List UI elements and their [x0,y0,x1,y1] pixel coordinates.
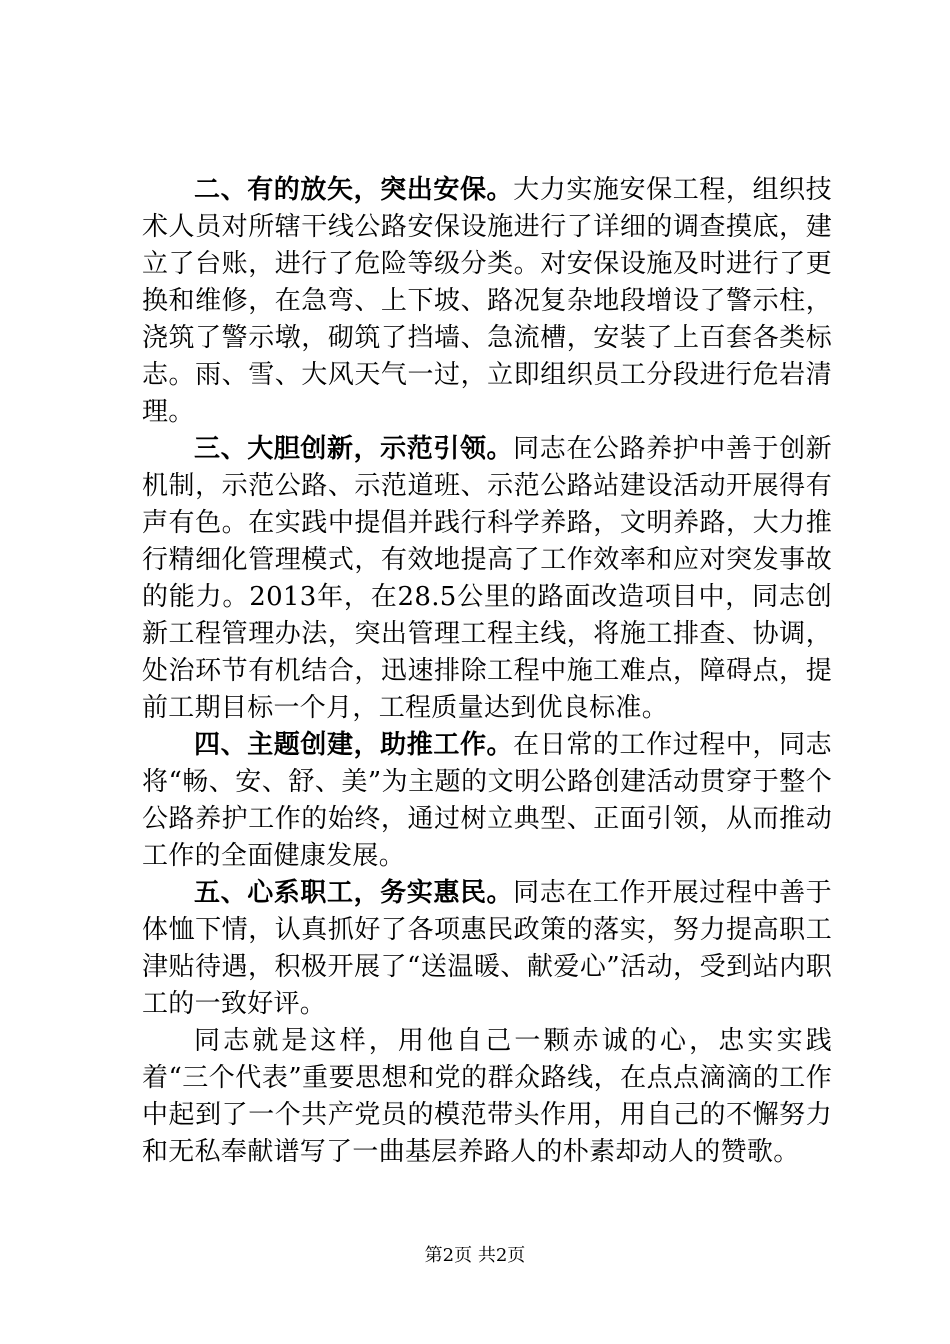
paragraph-text: 大力实施安保工程，组织技术人员对所辖干线公路安保设施进行了详细的调查摸底，建立了台账，进行了危险等级分类。对安保设施及时进行了更换和维修，在急弯、上下坡、路况复杂地段增设了警示柱，浇筑了警示墩，砌筑了挡墙、急流槽，安装了上百套各类标志。雨、雪、大风天气一过，立即组织员工分段进行危岩清理。 [142,175,832,427]
paragraph-conclusion [142,1023,832,1171]
paragraph-heading: 五、心系职工，务实惠民。 [194,878,514,908]
paragraph-text: 同志在公路养护中善于创新机制，示范公路、示范道班、示范公路站建设活动开展得有声有色。在实践中提倡并践行科学养路，文明养路，大力推行精细化管理模式，有效地提高了工作效率和应对突发事故的能力。2013年，在28.5公里的路面改造项目中，同志创新工程管理办法，突出管理工程主线，将施工排查、协调，处治环节有机结合，迅速排除工程中施工难点，障碍点，提前工期目标一个月，工程质量达到优良标准。 [142,434,832,723]
paragraph-heading: 二、有的放矢，突出安保。 [194,175,514,205]
paragraph-theme [142,727,832,875]
paragraph-text: 同志在工作开展过程中善于体恤下情，认真抓好了各项惠民政策的落实，努力提高职工津贴待遇，积极开展了“送温暖、献爱心”活动，受到站内职工的一致好评。 [142,878,832,1019]
paragraph-innovation [142,431,832,727]
document-body [142,172,832,1171]
paragraph-safety [142,172,832,431]
page-number: 第2页 共2页 [424,1245,526,1266]
paragraph-heading: 四、主题创建，助推工作。 [194,730,514,760]
page-footer [0,1244,950,1268]
paragraph-staff [142,875,832,1023]
paragraph-text: 同志就是这样，用他自己一颗赤诚的心，忠实实践着“三个代表”重要思想和党的群众路线，在点点滴滴的工作中起到了一个共产党员的模范带头作用，用自己的不懈努力和无私奉献谱写了一曲基层养路人的朴素却动人的赞歌。 [142,1026,832,1167]
paragraph-text: 在日常的工作过程中，同志将“畅、安、舒、美”为主题的文明公路创建活动贯穿于整个公路养护工作的始终，通过树立典型、正面引领，从而推动工作的全面健康发展。 [142,730,832,871]
paragraph-heading: 三、大胆创新，示范引领。 [194,434,514,464]
